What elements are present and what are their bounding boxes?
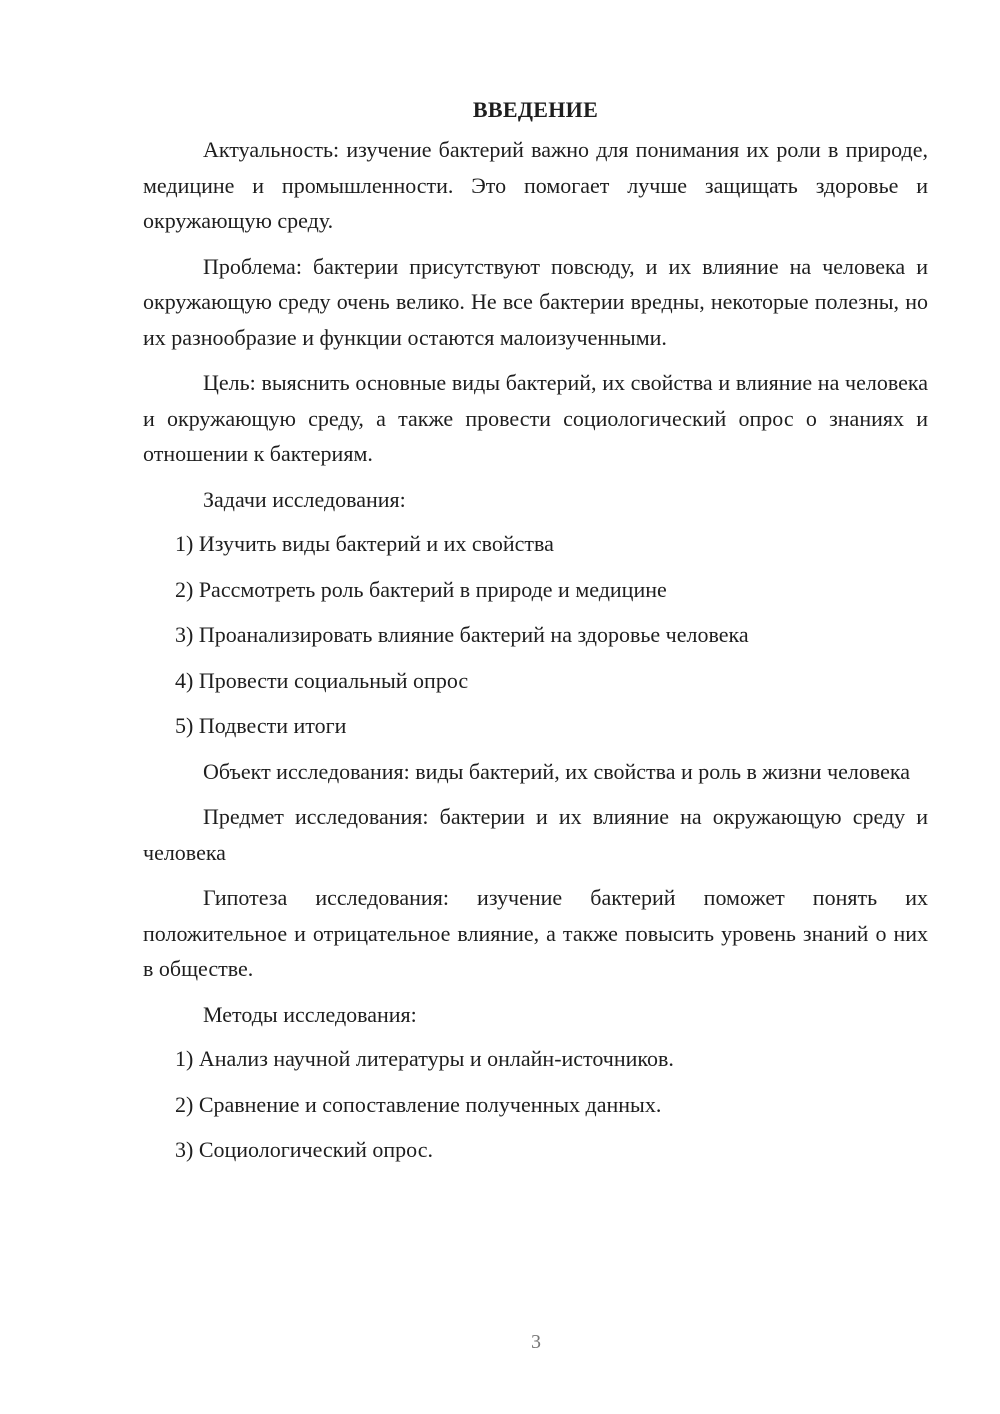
subject-paragraph: Предмет исследования: бактерии и их влияние на окружающую среду и человека [143,804,928,865]
problem-paragraph: Проблема: бактерии присутствуют повсюду, и их влияние на человека и окружающую среду очень велико. Не все бактерии вредны, некоторые полезны, но их разнообразие и функции остаются малоизученными. [143,253,928,350]
list-item: 3) Проанализировать влияние бактерий на здоровье человека [175,622,749,647]
object-paragraph: Объект исследования: виды бактерий, их свойства и роль в жизни человека [203,758,911,784]
list-item: 5) Подвести итоги [175,713,347,738]
relevance-paragraph: Актуальность: изучение бактерий важно для понимания их роли в природе, медицине и промышленности. Это помогает лучше защищать здоровье и окружающую среду. [143,137,928,233]
page-content [143,90,928,1178]
list-item: 1) Анализ научной литературы и онлайн-источников. [175,1046,674,1071]
list-item: 3) Социологический опрос. [175,1137,433,1162]
hypothesis-paragraph: Гипотеза исследования: изучение бактерий поможет понять их положительное и отрицательное влияние, а также повысить уровень знаний о них в обществе. [143,885,928,981]
section-title: ВВЕДЕНИЕ [472,97,599,122]
page-number: 3 [531,1331,541,1353]
methods-list [143,1041,928,1168]
goal-paragraph: Цель: выяснить основные виды бактерий, их свойства и влияние на человека и окружающую среду, а также провести социологический опрос о знаниях и отношении к бактериям. [143,370,928,466]
methods-heading: Методы исследования: [203,1001,417,1027]
list-item: 1) Изучить виды бактерий и их свойства [175,531,554,556]
tasks-list [143,526,928,744]
list-item: 2) Сравнение и сопоставление полученных данных. [175,1091,662,1117]
list-item: 4) Провести социальный опрос [175,667,469,693]
list-item: 2) Рассмотреть роль бактерий в природе и медицине [175,576,667,602]
tasks-heading: Задачи исследования: [203,486,406,512]
